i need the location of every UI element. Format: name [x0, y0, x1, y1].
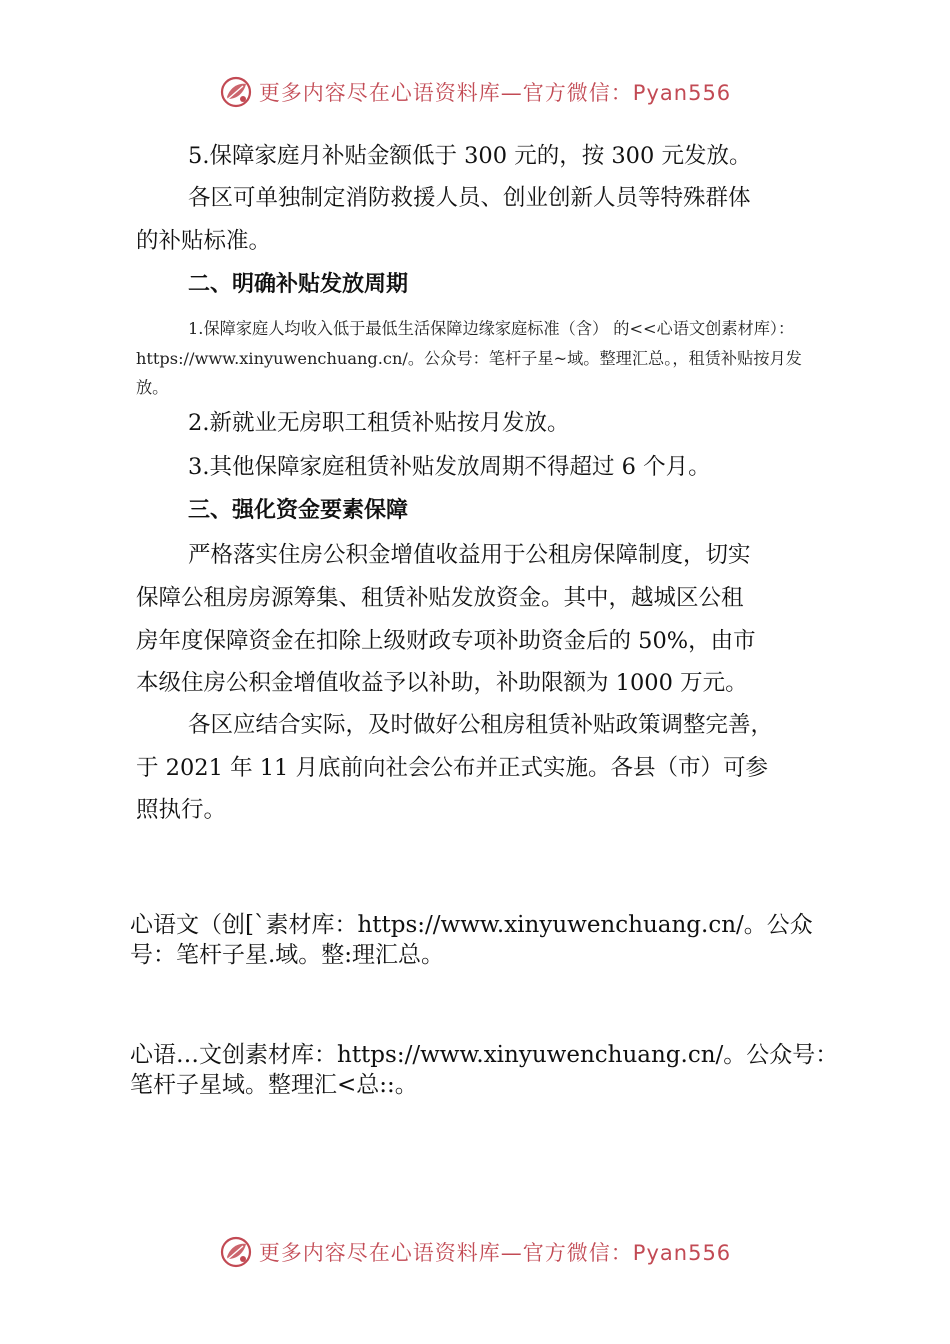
para-special-line-2: 的补贴标准。	[136, 228, 272, 254]
footer-note-2-line-2: 笔杆子星域。整理汇<总::。	[130, 1072, 418, 1098]
footer-note-1-line-1: 心语文（创[`素材库：https://www.xinyuwenchuang.cn/。公众	[130, 912, 813, 938]
item-3: 3.其他保障家庭租赁补贴发放周期不得超过 6 个月。	[188, 454, 711, 480]
item-5: 5.保障家庭月补贴金额低于 300 元的，按 300 元发放。	[188, 143, 752, 169]
para-fund-line-1: 严格落实住房公积金增值收益用于公租房保障制度，切实	[188, 542, 751, 568]
header-banner	[0, 72, 950, 112]
para-fund-line-4: 本级住房公积金增值收益予以补助，补助限额为 1000 万元。	[136, 670, 748, 696]
item-1-line-1: 1.保障家庭人均收入低于最低生活保障边缘家庭标准（含） 的<<心语文创素材库）：	[188, 319, 795, 338]
leaf-logo-icon	[219, 75, 253, 109]
para-final-line-1: 各区应结合实际，及时做好公租房租赁补贴政策调整完善，	[188, 712, 774, 738]
footer-banner	[0, 1232, 950, 1272]
para-final-line-2: 于 2021 年 11 月底前向社会公布并正式实施。各县（市）可参	[136, 755, 769, 781]
para-final-line-3: 照执行。	[136, 797, 227, 823]
leaf-logo-icon	[219, 1235, 253, 1269]
para-fund-line-3: 房年度保障资金在扣除上级财政专项补助资金后的 50%，由市	[136, 628, 756, 654]
item-1-line-2: https://www.xinyuwenchuang.cn/。公众号：笔杆子星~域。整理汇总。，租赁补贴按月发	[136, 349, 802, 368]
footer-note-2-line-1: 心语…文创素材库：https://www.xinyuwenchuang.cn/。公众号：	[130, 1042, 839, 1068]
item-1-line-3: 放。	[136, 378, 169, 397]
footer-note-1-line-2: 号：笔杆子星.域。整:理汇总。	[130, 942, 445, 968]
header-banner-text: 更多内容尽在心语资料库—官方微信：Pyan556	[258, 81, 732, 105]
section-heading-3: 三、强化资金要素保障	[188, 498, 409, 523]
para-fund-line-2: 保障公租房房源筹集、租赁补贴发放资金。其中，越城区公租	[136, 585, 744, 611]
footer-banner-text: 更多内容尽在心语资料库—官方微信：Pyan556	[258, 1241, 732, 1265]
para-special-line-1: 各区可单独制定消防救援人员、创业创新人员等特殊群体	[188, 185, 751, 211]
item-2: 2.新就业无房职工租赁补贴按月发放。	[188, 410, 570, 436]
section-heading-2: 二、明确补贴发放周期	[188, 272, 409, 297]
